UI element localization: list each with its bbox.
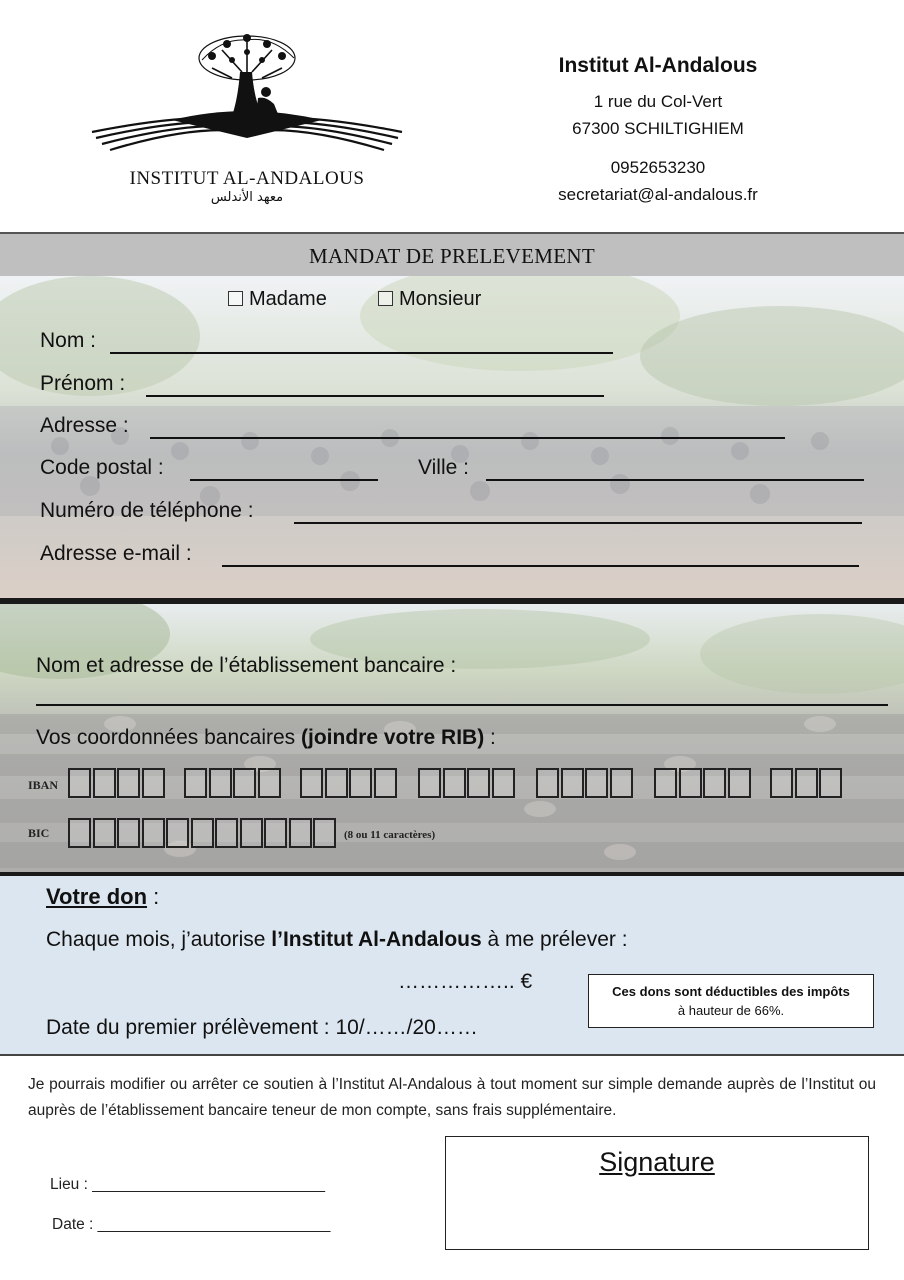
logo-name: INSTITUT AL-ANDALOUS xyxy=(129,168,365,189)
bic-char-box[interactable] xyxy=(117,818,140,848)
logo-arabic-name: معهد الأندلس xyxy=(210,190,284,205)
institute-logo xyxy=(82,28,412,218)
checkbox-icon[interactable] xyxy=(228,291,243,306)
adresse-line[interactable] xyxy=(150,437,785,439)
iban-char-box[interactable] xyxy=(300,768,323,798)
email-label: Adresse e-mail : xyxy=(40,542,192,565)
donation-text-start: Chaque mois, j’autorise xyxy=(46,928,272,951)
phone-number: 0952653230 xyxy=(610,158,706,177)
prenom-line[interactable] xyxy=(146,395,604,397)
bic-char-box[interactable] xyxy=(264,818,287,848)
donation-title-text: Votre don xyxy=(46,884,148,909)
iban-char-box[interactable] xyxy=(209,768,232,798)
iban-char-box[interactable] xyxy=(585,768,608,798)
monsieur-label: Monsieur xyxy=(399,288,482,310)
iban-char-box[interactable] xyxy=(233,768,256,798)
iban-label: IBAN xyxy=(28,778,59,792)
nom-label: Nom : xyxy=(40,329,97,352)
email-line[interactable] xyxy=(222,565,859,567)
first-debit-date-field[interactable]: Date du premier prélèvement : 10/……/20…… xyxy=(46,1016,478,1039)
donation-title xyxy=(46,884,159,910)
tree-book-icon xyxy=(82,28,412,168)
iban-char-box[interactable] xyxy=(561,768,584,798)
bic-label: BIC xyxy=(28,826,50,840)
bic-char-box[interactable] xyxy=(289,818,312,848)
legal-notice: Je pourrais modifier ou arrêter ce soutien à l’Institut Al-Andalous à tout moment sur simple demande auprès de l’Institut ou auprès de l’établissement bancaire teneur de mon compte, sans frais supplémentaire. xyxy=(28,1076,876,1119)
iban-char-box[interactable] xyxy=(819,768,842,798)
madame-checkbox[interactable] xyxy=(228,288,327,311)
iban-char-box[interactable] xyxy=(443,768,466,798)
address-line-1: 1 rue du Col-Vert xyxy=(593,92,723,111)
bic-char-box[interactable] xyxy=(215,818,238,848)
iban-char-box[interactable] xyxy=(349,768,372,798)
iban-char-box[interactable] xyxy=(93,768,116,798)
madame-label: Madame xyxy=(249,288,327,310)
bic-char-box[interactable] xyxy=(313,818,336,848)
code-postal-label: Code postal : xyxy=(40,456,164,479)
iban-char-box[interactable] xyxy=(142,768,165,798)
checkbox-icon[interactable] xyxy=(378,291,393,306)
prenom-label: Prénom : xyxy=(40,372,126,395)
bic-char-box[interactable] xyxy=(68,818,91,848)
iban-char-box[interactable] xyxy=(703,768,726,798)
iban-char-box[interactable] xyxy=(770,768,793,798)
telephone-label: Numéro de téléphone : xyxy=(40,499,254,522)
iban-char-box[interactable] xyxy=(728,768,751,798)
iban-char-box[interactable] xyxy=(492,768,515,798)
coordonnees-rib-note: (joindre votre RIB) xyxy=(301,726,485,749)
bic-char-box[interactable] xyxy=(191,818,214,848)
ville-line[interactable] xyxy=(486,479,864,481)
bic-char-box[interactable] xyxy=(166,818,189,848)
bic-char-box[interactable] xyxy=(240,818,263,848)
bic-char-box[interactable] xyxy=(142,818,165,848)
donation-text-end: à me prélever : xyxy=(481,928,628,951)
date-field[interactable]: Date : ___________________________ xyxy=(52,1216,331,1233)
iban-char-box[interactable] xyxy=(795,768,818,798)
code-postal-line[interactable] xyxy=(190,479,378,481)
title-band xyxy=(0,232,904,276)
donation-title-colon: : xyxy=(147,884,160,909)
form-title: MANDAT DE PRELEVEMENT xyxy=(309,244,595,268)
contact-block xyxy=(520,54,796,208)
coordonnees-colon: : xyxy=(484,726,496,749)
monsieur-checkbox[interactable] xyxy=(378,288,481,311)
etablissement-label: Nom et adresse de l’établissement bancaire : xyxy=(36,654,457,677)
iban-char-box[interactable] xyxy=(467,768,490,798)
iban-char-box[interactable] xyxy=(374,768,397,798)
tax-deduction-box xyxy=(588,974,874,1028)
tax-deduction-line-1: Ces dons sont déductibles des impôts xyxy=(612,984,850,999)
signature-label: Signature xyxy=(599,1147,715,1177)
iban-char-box[interactable] xyxy=(117,768,140,798)
donation-amount-field[interactable]: …………….. € xyxy=(398,970,533,993)
tax-deduction-line-2: à hauteur de 66%. xyxy=(677,1003,785,1018)
header xyxy=(0,0,904,232)
donation-authorization xyxy=(46,928,628,952)
email-address[interactable]: secretariat@al-andalous.fr xyxy=(558,185,758,204)
iban-char-box[interactable] xyxy=(536,768,559,798)
address-line-2: 67300 SCHILTIGHIEM xyxy=(572,119,744,138)
iban-char-box[interactable] xyxy=(184,768,207,798)
donation-institute-name: l’Institut Al-Andalous xyxy=(271,928,482,951)
iban-char-box[interactable] xyxy=(610,768,633,798)
iban-char-box[interactable] xyxy=(68,768,91,798)
lieu-field[interactable]: Lieu : ___________________________ xyxy=(50,1176,325,1193)
ville-label: Ville : xyxy=(418,456,469,479)
bic-note: (8 ou 11 caractères) xyxy=(344,829,436,841)
telephone-line[interactable] xyxy=(294,522,862,524)
coordonnees-label xyxy=(36,726,496,750)
iban-char-box[interactable] xyxy=(654,768,677,798)
iban-char-box[interactable] xyxy=(679,768,702,798)
signature-box[interactable] xyxy=(445,1136,869,1250)
institution-name: Institut Al-Andalous xyxy=(558,54,758,77)
adresse-label: Adresse : xyxy=(40,414,129,437)
iban-char-box[interactable] xyxy=(325,768,348,798)
bic-char-box[interactable] xyxy=(93,818,116,848)
etablissement-line[interactable] xyxy=(36,704,888,706)
nom-line[interactable] xyxy=(110,352,613,354)
iban-char-box[interactable] xyxy=(258,768,281,798)
iban-char-box[interactable] xyxy=(418,768,441,798)
coordonnees-text: Vos coordonnées bancaires xyxy=(36,726,296,749)
